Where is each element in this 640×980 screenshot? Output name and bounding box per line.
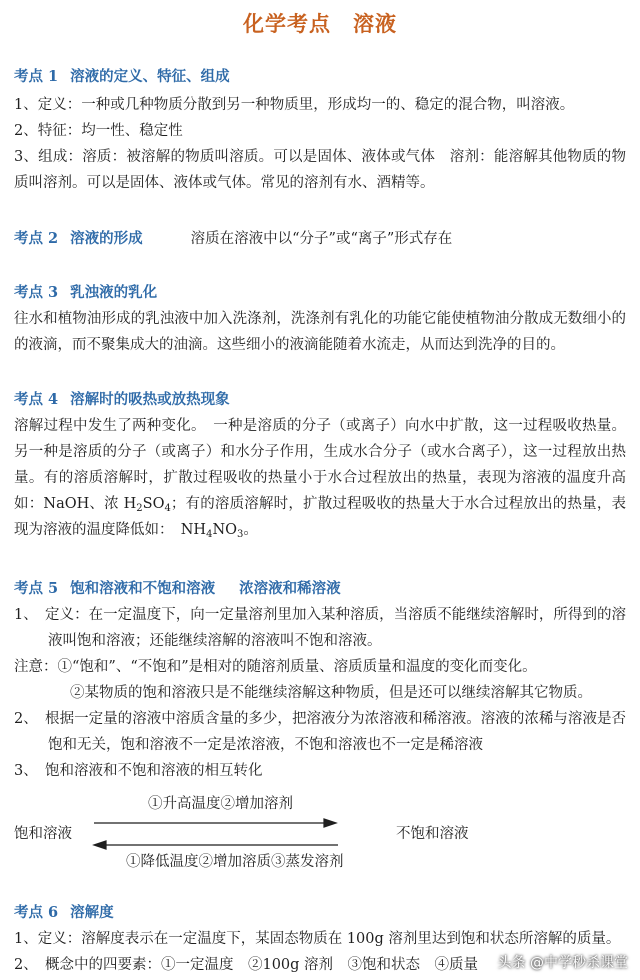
section-heading — [14, 66, 626, 88]
diagram-right-label: 不饱和溶液 — [396, 826, 469, 842]
paragraph: 往水和植物油形成的乳浊液中加入洗涤剂，洗涤剂有乳化的功能它能使植物油分散成无数细小的的液滴，而不聚集成大的油滴。这些细小的液滴能随着水流走，从而达到洗净的目的。 — [14, 311, 626, 353]
conversion-diagram — [14, 790, 626, 880]
section-heading — [14, 578, 626, 600]
section-number: 考点 4 — [14, 391, 59, 408]
section-number: 考点 5 — [14, 580, 59, 597]
watermark: 头条 @中学秒杀课堂 — [497, 955, 628, 971]
paragraph: 2、 概念中的四要素：①一定温度 ②100g 溶剂 ③饱和状态 ④质量 — [14, 957, 479, 973]
section-4 — [14, 389, 626, 543]
paragraph: 溶解过程中发生了两种变化。 一种是溶质的分子（或离子）向水中扩散，这一过程吸收热量。另一种是溶质的分子（或离子）和水分子作用，生成水合分子（或水合离子），这一过程放出热量。有的溶质溶解时，扩散过程吸收的热量小于水合过程放出的热量，表现为溶液的温度升高如：NaOH、浓 $H_2SO_4$；有的溶质溶解时，扩散过程吸收的热量大于水合过程放出的热量，表现为溶液的温度降低如： $NH_4NO_3$。 — [14, 418, 627, 540]
section-heading — [14, 282, 626, 304]
section-note: 溶质在溶液中以“分子”或“离子”形式存在 — [190, 231, 453, 247]
section-heading — [14, 228, 626, 250]
paragraph: 2、特征：均一性、稳定性 — [14, 123, 183, 139]
section-title: 饱和溶液和不饱和溶液 — [70, 580, 216, 597]
section-title: 乳浊液的乳化 — [70, 284, 158, 301]
section-heading — [14, 389, 626, 411]
paragraph: 3、 饱和溶液和不饱和溶液的相互转化 — [14, 763, 263, 779]
section-title-2: 浓溶液和稀溶液 — [239, 580, 341, 597]
section-number: 考点 1 — [14, 68, 59, 85]
paragraph: 1、定义：一种或几种物质分散到另一种物质里，形成均一的、稳定的混合物，叫溶液。 — [14, 97, 575, 113]
section-heading — [14, 902, 626, 924]
section-number: 考点 6 — [14, 904, 59, 921]
section-3 — [14, 282, 626, 358]
section-title: 溶液的定义、特征、组成 — [70, 68, 230, 85]
section-5 — [14, 578, 626, 784]
diagram-top-label: ①升高温度②增加溶剂 — [148, 796, 293, 812]
left-arrow-icon — [94, 841, 338, 849]
section-1 — [14, 66, 626, 196]
section-title: 溶液的形成 — [70, 230, 143, 247]
page-title: 化学考点 溶液 — [243, 11, 397, 36]
paragraph: 1、 定义：在一定温度下，向一定量溶剂里加入某种溶质，当溶质不能继续溶解时，所得到的溶液叫饱和溶液；还能继续溶解的溶液叫不饱和溶液。 — [14, 607, 626, 649]
paragraph: 注意：①“饱和”、“不饱和”是相对的随溶剂质量、溶质质量和温度的变化而变化。 — [14, 659, 537, 675]
diagram-bottom-label: ①降低温度②增加溶质③蒸发溶剂 — [126, 854, 344, 870]
paragraph: ②某物质的饱和溶液只是不能继续溶解这种物质，但是还可以继续溶解其它物质。 — [70, 685, 592, 701]
diagram-left-label: 饱和溶液 — [14, 826, 72, 842]
section-title: 溶解度 — [70, 904, 114, 921]
paragraph: 2、 根据一定量的溶液中溶质含量的多少，把溶液分为浓溶液和稀溶液。溶液的浓稀与溶液是否饱和无关，饱和溶液不一定是浓溶液，不饱和溶液也不一定是稀溶液 — [14, 711, 626, 753]
section-number: 考点 2 — [14, 230, 59, 247]
section-number: 考点 3 — [14, 284, 59, 301]
paragraph: 1、定义：溶解度表示在一定温度下，某固态物质在 100g 溶剂里达到饱和状态所溶解的质量。 — [14, 931, 621, 947]
section-title: 溶解时的吸热或放热现象 — [70, 391, 230, 408]
diagram-arrows — [14, 790, 626, 880]
section-2 — [14, 228, 626, 250]
paragraph: 3、组成：溶质：被溶解的物质叫溶质。可以是固体、液体或气体 溶剂：能溶解其他物质的物质叫溶剂。可以是固体、液体或气体。常见的溶剂有水、酒精等。 — [14, 149, 626, 191]
right-arrow-icon — [94, 819, 336, 827]
